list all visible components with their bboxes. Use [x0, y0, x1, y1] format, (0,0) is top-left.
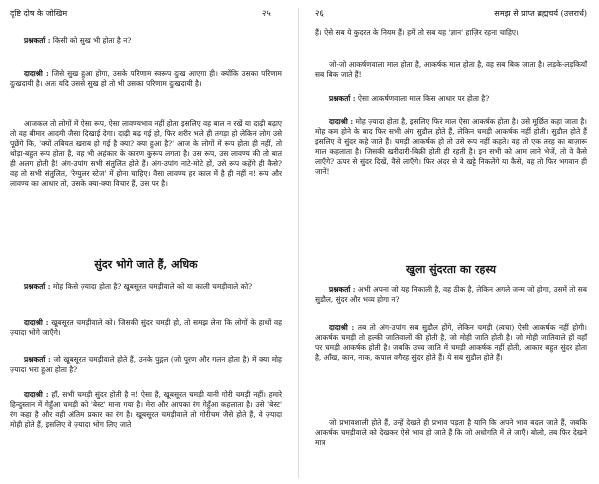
- question-block: [315, 94, 587, 104]
- dialogue-text: जो खूबसूरत चमड़ीवाले होते हैं, उनके पुद्गल (जो पूरण और गलन होता है) में क्या मोह ज़्यादा भरा हुआ होता है?: [10, 355, 282, 374]
- page-header-title: दृष्टि दोष के जोखिम: [10, 9, 68, 18]
- dialogue-text: तब तो अंग-उपांग सब सुडौल होंगे, लेकिन चमड़ी (त्वचा) ऐसी आकर्षक नहीं होगी। आकर्षक चमड़ी तो हल्की जातिवालों की होती है, जो मोही जाति होती है। जो मोही जातिवाले हों वहाँ पर चमड़ी आकर्षक होती है। जबकि उच्च जाति में चमड़ी आकर्षक नहीं होती, आकार बहुत सुंदर होता है, आँख, कान, नाक, कपाल वगैरह सुंदर होते हैं। ये सब सुडौल होते हैं।: [315, 323, 587, 362]
- section-heading: खुला सुंदरता का रहस्य: [406, 263, 496, 276]
- answer-block: [315, 323, 587, 363]
- speaker-label: दादाश्री :: [24, 318, 49, 327]
- left-page: [0, 0, 296, 484]
- paragraph-text: जो-जो आकर्षणवाला माल होता है, आकर्षक माल होता है, वह सब बिक जाता है। लड़के-लड़कियाँ सब बिक जाते हैं!: [315, 60, 587, 79]
- body-paragraph: [10, 119, 282, 189]
- dialogue-text: किसी को सुख भी होता है न?: [52, 36, 132, 45]
- speaker-label: प्रश्नकर्ता :: [329, 285, 356, 294]
- answer-block: [10, 69, 282, 89]
- dialogue-text: मोह किसे ज़्यादा होता है? खूबसूरत चमड़ीवाले को या काली चमड़ीवाले को?: [52, 282, 253, 291]
- body-paragraph: [315, 60, 587, 80]
- paragraph-text: आजकल तो लोगों में ऐसा रूप, ऐसा लावण्यभाव नहीं होता इसलिए वह बाल न रखें या दाढ़ी बढ़ाए तो वह बीमार आदमी जैसा दिखाई देगा। दाढ़ी बढ़ गई हो, फिर शरीर भले ही तगड़ा हो लेकिन लोग उसे पूछेंगे कि, 'क्यों तबियत खराब हो गई है क्या? क्या हुआ है?' आज के लोगों में रूप होता ही नहीं, तो थोड़ा-बहुत रूप होता है, वह भी अहंकार के कारण कुरूप लगता है। उस रूप, उस लावण्य की तो बात ही अलग होती है! अंग-उपांग सभी संतुलित होते हैं। अंग-उपांग नाटे-मोटे हों, उसे रूप कहेंगे ही कैसे? वह तो सभी संतुलित, 'रेग्युलर स्टेज' में होना चाहिए। वैसा लावण्य हर काल में है ही नहीं न! रूप और लावण्य का आधार तो, उसके क्या-क्या विचार हैं, उस पर है।: [10, 119, 282, 188]
- speaker-label: दादाश्री :: [329, 323, 355, 332]
- speaker-label: प्रश्नकर्ता :: [329, 94, 356, 103]
- answer-block: [10, 318, 282, 338]
- answer-block: [315, 117, 587, 177]
- dialogue-text: अभी अपना जो यह निकाली है, वह ठीक है, लेकिन अगले जन्म जो होगा, उसमें तो सब सुडौल, सुंदर और भव्य होगा न?: [315, 285, 587, 304]
- question-block: [10, 282, 282, 292]
- right-page: [303, 0, 599, 484]
- speaker-label: दादाश्री :: [24, 390, 49, 399]
- speaker-label: प्रश्नकर्ता :: [24, 36, 51, 45]
- question-block: [24, 36, 282, 46]
- dialogue-text: हाँ, सभी चमड़ी सुंदर होती है न! ऐसा है, खूबसूरत चमड़ी यानी गोरी चमड़ी नहीं। हमारे हिन्दुस्तान में गेहुँआ चमड़ी को 'बेस्ट' माना गया है। मेरा और आपका रंग गेहुँआ कहलाता है। उसे 'बेस्ट' रंग कहा है और वही अंतिम प्रकार का रंग है। खूबसूरत चमड़ीवाले तो गोरीचम जैसे होते हैं, वे ज़्यादा मोही होते हैं, इसलिए वे ज़्यादा भोग लिए जाते: [10, 390, 282, 429]
- body-paragraph: [315, 28, 587, 38]
- dialogue-text: खूबसूरत चमड़ीवाले को। जिसकी सुंदर चमड़ी हो, तो समझ लेना कि लोगों के हाथों वह ज़्यादा भोगे जाएँगे।: [10, 318, 282, 337]
- speaker-label: दादाश्री :: [24, 69, 49, 78]
- page-number: २५: [262, 9, 271, 19]
- paragraph-text: हैं। ऐसे सब ये कुदरत के नियम हैं। हमें तो सब यह 'ज्ञान' हाज़िर रहना चाहिए।: [315, 28, 519, 37]
- section-heading: सुंदर भोगे जाते हैं, अधिक: [94, 258, 198, 271]
- answer-block: [10, 390, 282, 430]
- paragraph-text: जो प्रभावशाली होते हैं, उन्हें देखते ही प्रभाव पड़ता है यानि कि अपने भाव बदल जाते हैं, जबकि आकर्षक चमड़ीवाले को देखकर ऐसे भाव हो जाते हैं कि जो अधोगति में ले जाएँ। बोलो, तब फिर देखने मात्र: [315, 418, 587, 447]
- body-paragraph: [315, 418, 587, 448]
- page-header-title: समझ से प्राप्त ब्रह्मचर्य (उत्तरार्ध): [494, 9, 587, 18]
- dialogue-text: मोह ज़्यादा होता है, इसलिए फिर माल ऐसा आकर्षक होता है। उसे मूर्छित कहा जाता है। मोह कम होने के बाद फिर सभी अंग सुडौल होते हैं, लेकिन चमड़ी आकर्षक नहीं होती। सुडौल होते हैं इसलिए वे सुंदर कहे जाते हैं। चमड़ी आकर्षक हो तो उसे रूप नहीं कहते। वह तो एक तरह का बाज़ारू माल कहलाता है। जिसकी खरीदारी-बिक्री होती ही रहती है। इन सभी को आम लाने भेजें, तो वे कैसे लाएँगे? ऊपर से सुंदर दिखें, वैसे लाएँगे। फिर अंदर से वे खट्टे निकलेंगे या कैसे, वह तो फिर भगवान ही जानें!: [315, 117, 587, 176]
- speaker-label: प्रश्नकर्ता :: [24, 282, 51, 291]
- speaker-label: दादाश्री :: [329, 117, 354, 126]
- book-gutter: [298, 8, 299, 478]
- dialogue-text: ऐसा आकर्षणवाला माल किस आधार पर होता है?: [357, 94, 490, 103]
- question-block: [10, 355, 282, 375]
- question-block: [315, 285, 587, 305]
- page-number: २६: [315, 9, 324, 19]
- dialogue-text: जिसे सुख हुआ होगा, उसके परिणाम स्वरूप दुःख आएगा ही। क्योंकि उसका परिणाम दुःखदायी है। अतः यदि उससे सुख हो तो भी उसका परिणाम दुःखदायी है।: [10, 69, 282, 88]
- speaker-label: प्रश्नकर्ता :: [24, 355, 51, 364]
